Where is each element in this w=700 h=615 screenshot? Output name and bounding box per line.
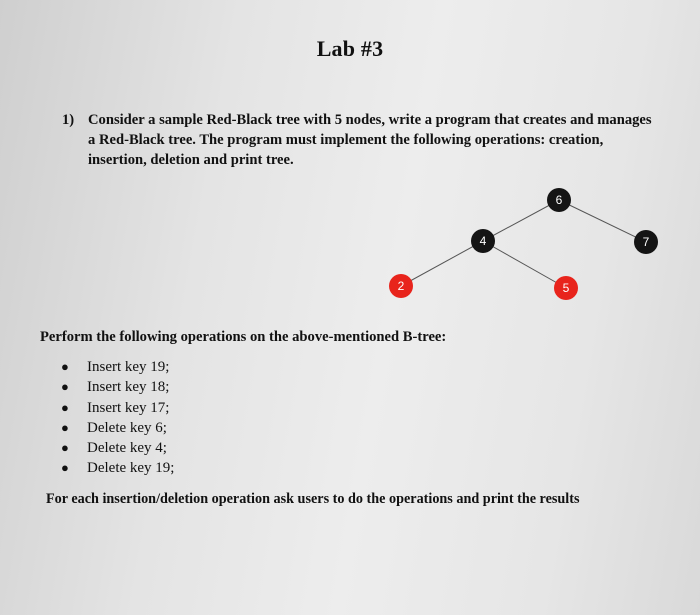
node-7-label: 7 — [642, 235, 650, 249]
node-5 — [554, 276, 578, 300]
node-6 — [547, 188, 571, 212]
list-item — [57, 357, 174, 377]
tree-nodes — [389, 188, 658, 300]
operation-text: Delete key 4; — [87, 440, 167, 457]
instructions-note: For each insertion/deletion operation ask users to do the operations and print the results — [46, 491, 580, 507]
operation-text: Delete key 6; — [87, 419, 167, 436]
list-item — [57, 377, 174, 397]
tree-edges — [401, 200, 646, 288]
operation-text: Insert key 19; — [87, 359, 170, 375]
bullet-icon: ● — [61, 399, 69, 415]
bullet-icon: ● — [61, 460, 69, 476]
node-6-label: 6 — [555, 193, 563, 207]
node-2-label: 2 — [397, 279, 405, 293]
operations-heading: Perform the following operations on the above-mentioned B-tree: — [40, 329, 447, 345]
operation-text: Insert key 17; — [87, 399, 170, 416]
node-7 — [634, 230, 658, 254]
edge-6-4 — [483, 200, 559, 241]
question-number: 1) — [62, 112, 75, 128]
list-item — [57, 458, 174, 478]
node-4 — [471, 229, 495, 253]
edge-6-7 — [559, 200, 646, 242]
page-title: Lab #3 — [316, 36, 384, 61]
node-5-label: 5 — [562, 281, 570, 295]
edge-4-2 — [401, 241, 483, 286]
bullet-icon: ● — [61, 359, 69, 374]
bullet-icon: ● — [61, 379, 69, 395]
list-item — [57, 418, 174, 438]
bullet-icon: ● — [61, 440, 69, 456]
edge-4-5 — [483, 241, 566, 288]
node-4-label: 4 — [479, 234, 487, 248]
bullet-icon: ● — [61, 419, 69, 435]
node-2 — [389, 274, 413, 298]
list-item — [57, 438, 174, 458]
operation-text: Delete key 19; — [87, 460, 175, 477]
question-text: Consider a sample Red-Black tree with 5 nodes, write a program that creates and manages a Red-Black tree. The program must implement the following operations: creation, insertion, deletion and print tree. — [88, 112, 652, 168]
list-item — [57, 398, 174, 418]
operation-text: Insert key 18; — [87, 379, 170, 396]
operations-list — [57, 357, 174, 479]
